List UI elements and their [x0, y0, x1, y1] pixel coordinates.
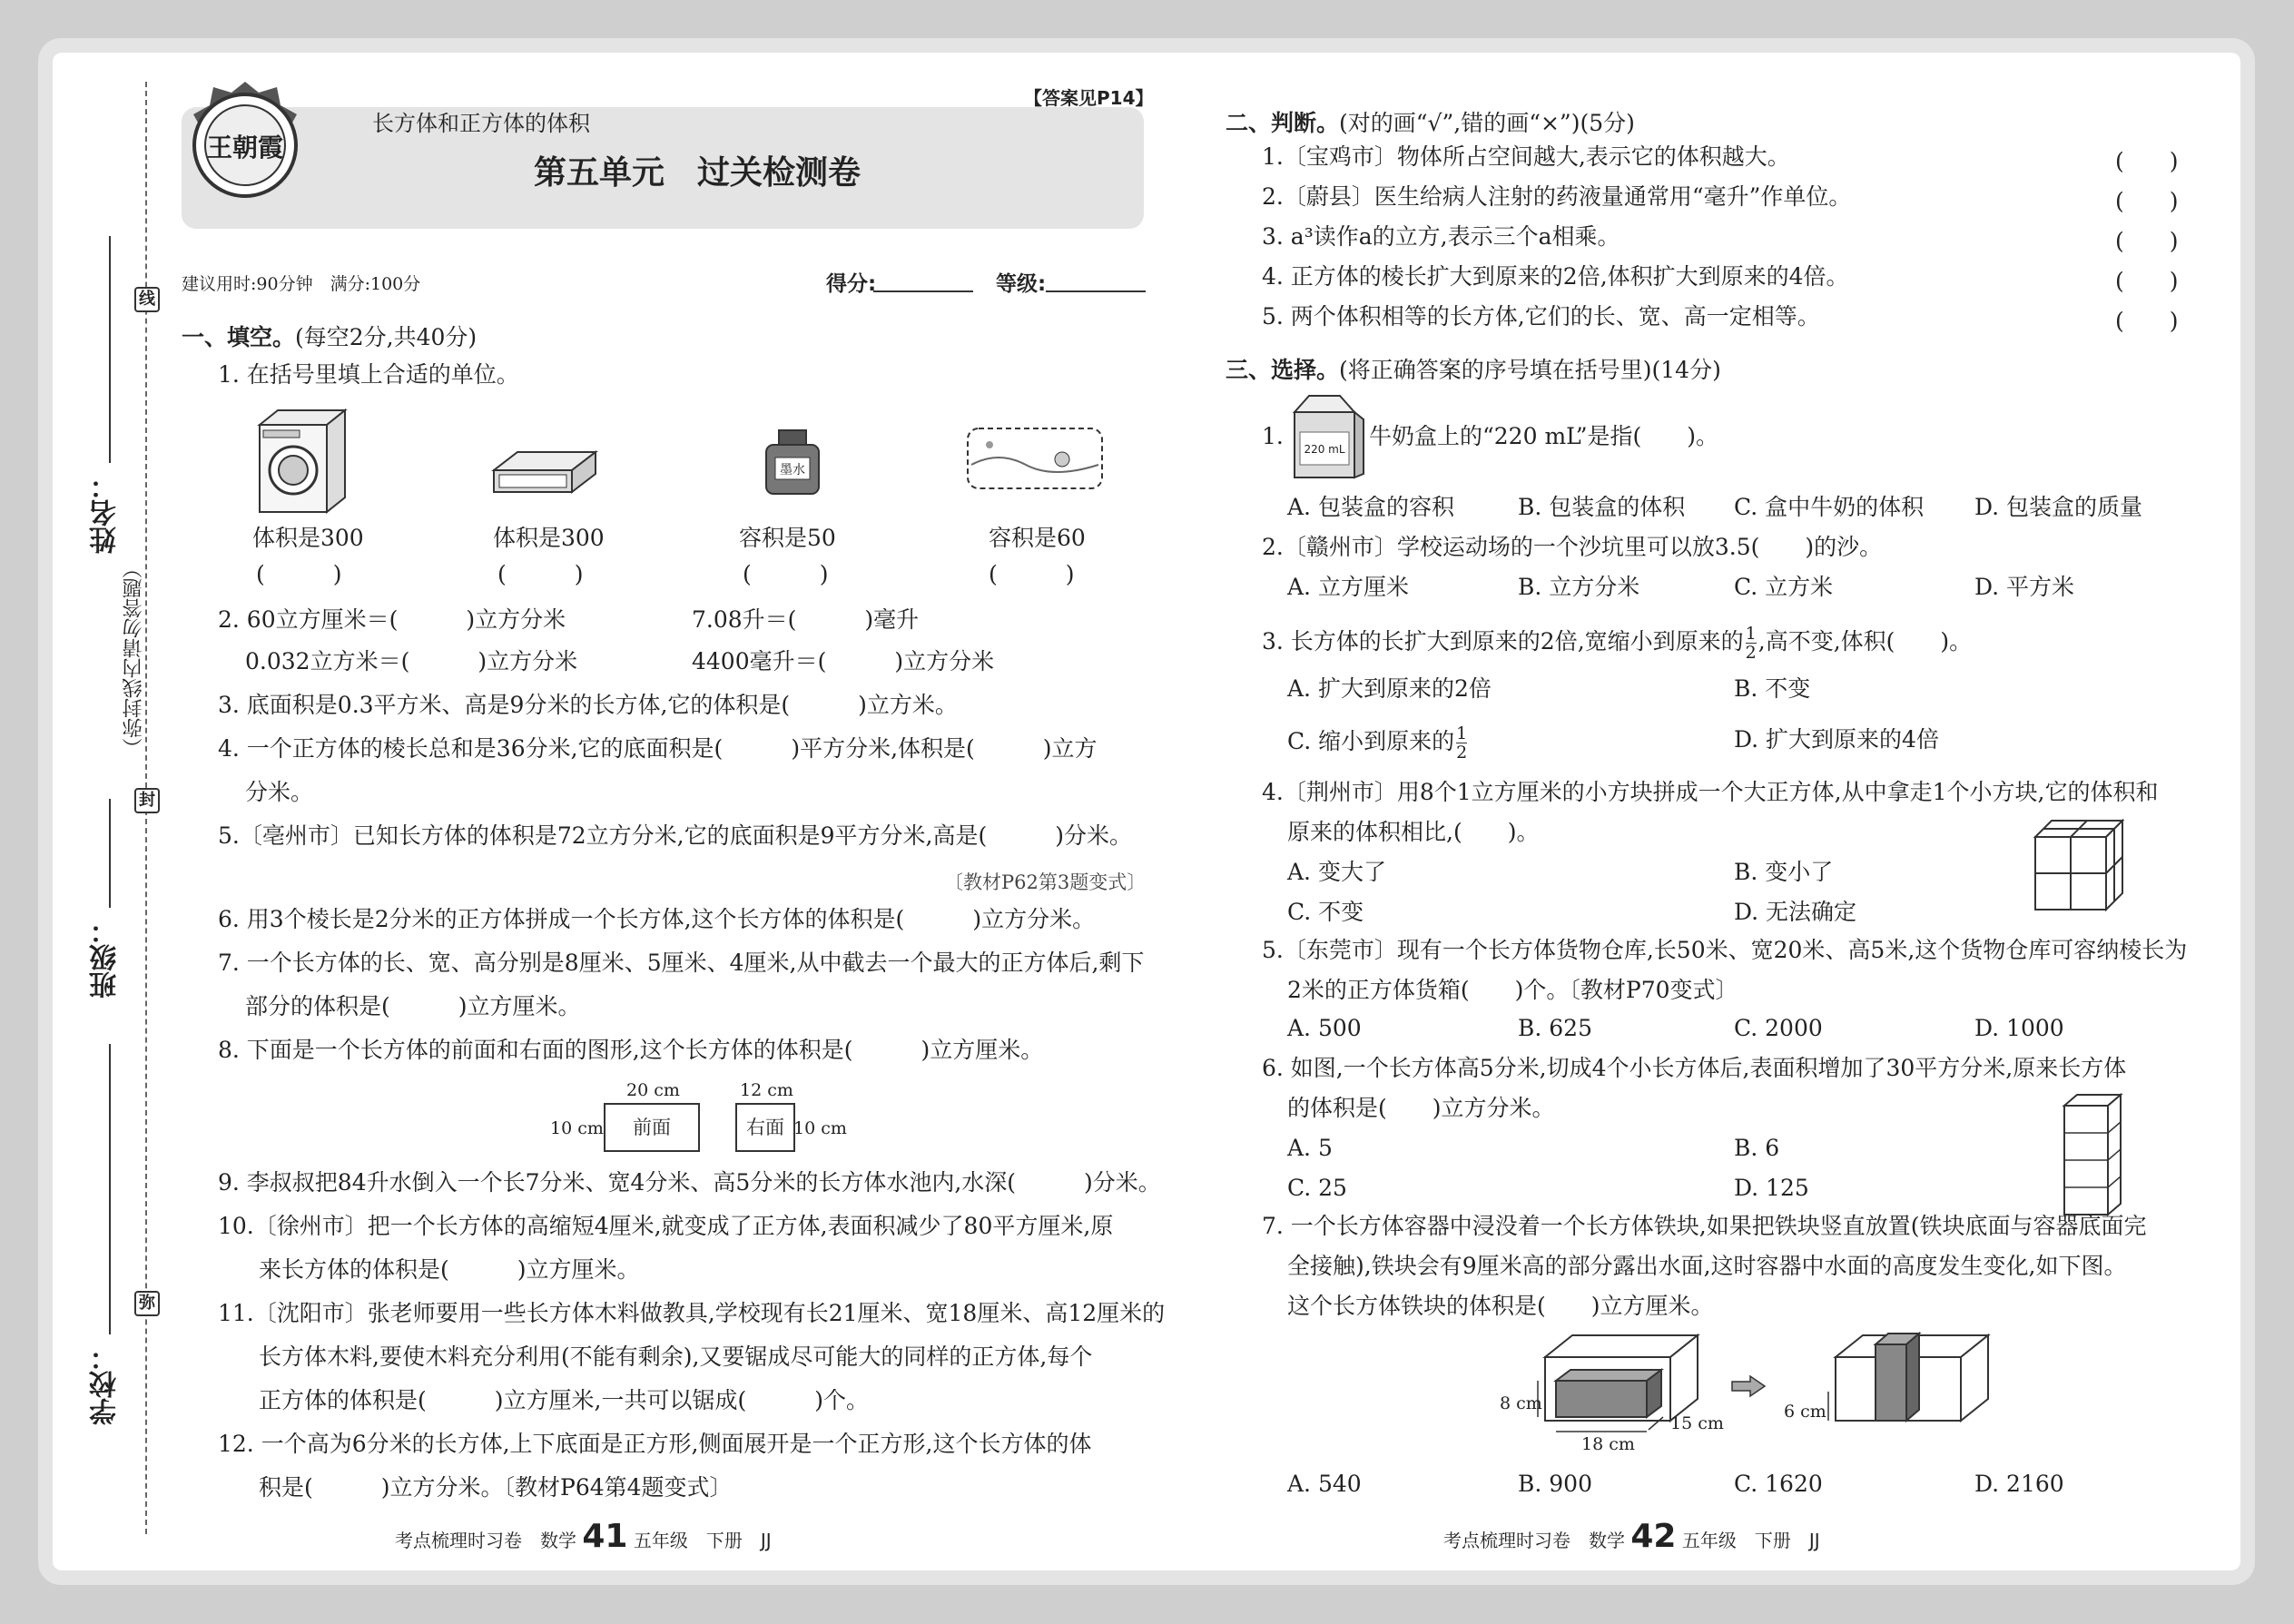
- section-1-heading: 一、填空。: [182, 324, 296, 350]
- arrow-right-icon: [1730, 1374, 1767, 1398]
- s3-q5a: 5.〔东莞市〕现有一个长方体货物仓库,长50米、宽20米、高5米,这个货物仓库可容纳棱长为: [1262, 937, 2188, 963]
- s3-q6-opt-d[interactable]: D. 125: [1734, 1175, 1809, 1201]
- footer-left-grade: 五年级 下册 JJ: [633, 1530, 772, 1551]
- s3-q7c: 这个长方体铁块的体积是( )立方厘米。: [1287, 1293, 1714, 1319]
- s1-q7b: 部分的体积是( )立方厘米。: [245, 993, 581, 1019]
- fraction-half: [1746, 625, 1757, 662]
- s3-q1: 牛奶盒上的“220 mL”是指( )。: [1369, 423, 1719, 449]
- s1-q1-blank-2[interactable]: ( ): [497, 561, 584, 587]
- s1-q12a: 12. 一个高为6分米的长方体,上下底面是正方形,侧面展开是一个正方形,这个长方体的体: [218, 1431, 1092, 1457]
- washing-machine-icon: [251, 407, 350, 516]
- container-upright-figure: [1825, 1330, 1997, 1439]
- seal-mark: 封: [134, 788, 160, 813]
- s3-q4-opt-c[interactable]: C. 不变: [1287, 899, 1364, 925]
- footer-right: [1443, 1518, 1820, 1555]
- s3-q1-opt-b[interactable]: B. 包装盒的体积: [1518, 494, 1686, 520]
- s3-q7-opt-b[interactable]: B. 900: [1518, 1471, 1592, 1497]
- s1-q7a: 7. 一个长方体的长、宽、高分别是8厘米、5厘米、4厘米,从中截去一个最大的正方体后,剩下: [218, 950, 1145, 976]
- s3-q2-opt-a[interactable]: A. 立方厘米: [1287, 574, 1409, 600]
- s2-answer-1[interactable]: ( ): [2115, 148, 2179, 174]
- s3-q4b: 原来的体积相比,( )。: [1287, 819, 1540, 845]
- q8-height-front: 10 cm: [550, 1118, 604, 1138]
- s2-answer-5[interactable]: ( ): [2115, 308, 2179, 334]
- footer-left-series: 考点梳理时习卷 数学: [395, 1530, 576, 1551]
- s1-q1-item-1: 体积是300: [252, 525, 364, 551]
- s3-q6-opt-c[interactable]: C. 25: [1287, 1175, 1347, 1201]
- q8-width-right: 12 cm: [740, 1080, 793, 1100]
- s2-answer-4[interactable]: ( ): [2115, 268, 2179, 294]
- grade-blank[interactable]: [1046, 290, 1146, 292]
- s1-q4a: 4. 一个正方体的棱长总和是36分米,它的底面积是( )平方分米,体积是( )立方: [218, 735, 1098, 762]
- school-label: 学校：: [90, 1343, 122, 1425]
- school-line: [109, 1044, 111, 1334]
- s1-q11a: 11.〔沈阳市〕张老师要用一些长方体木料做教具,学校现有长21厘米、宽18厘米、高12厘米的: [218, 1300, 1166, 1326]
- q7-length-label: 18 cm: [1581, 1434, 1635, 1454]
- s2-answer-2[interactable]: ( ): [2115, 188, 2179, 214]
- fraction-denominator: 2: [1745, 643, 1757, 663]
- unit-subtitle: 长方体和正方体的体积: [372, 111, 590, 136]
- footer-left-page: 41: [582, 1518, 628, 1555]
- s1-q3: 3. 底面积是0.3平方米、高是9分米的长方体,它的体积是( )立方米。: [218, 692, 958, 718]
- footer-left: [395, 1518, 772, 1555]
- section-3-note: (将正确答案的序号填在括号里)(14分): [1339, 357, 1721, 383]
- s1-q2d: 4400毫升＝( )立方分米: [692, 648, 995, 674]
- section-2-title: [1226, 105, 1635, 138]
- s3-q7b: 全接触),铁块会有9厘米高的部分露出水面,这时容器中水面的高度发生变化,如下图。: [1287, 1253, 2127, 1279]
- milk-carton-icon: [1282, 392, 1367, 481]
- s3-q3-opt-a[interactable]: A. 扩大到原来的2倍: [1287, 675, 1492, 702]
- s3-q1-number: 1.: [1262, 423, 1284, 449]
- section-3-heading: 三、选择。: [1226, 357, 1340, 383]
- s1-q1-blank-4[interactable]: ( ): [989, 561, 1075, 587]
- q7-water-height-label: 6 cm: [1784, 1402, 1826, 1422]
- milk-carton-label: 220 mL: [1304, 443, 1345, 456]
- footer-right-grade: 五年级 下册 JJ: [1681, 1530, 1820, 1551]
- s3-q3-opt-c: [1287, 724, 1467, 762]
- cube-stack-figure: [2032, 817, 2128, 913]
- footer-right-series: 考点梳理时习卷 数学: [1443, 1530, 1625, 1551]
- footer-right-page: 42: [1630, 1518, 1677, 1555]
- fish-tank-icon: [962, 423, 1108, 496]
- s3-q3: [1262, 625, 1972, 662]
- q7-width-label: 15 cm: [1670, 1413, 1724, 1433]
- fraction-denominator: 2: [1456, 743, 1468, 763]
- mi-mark: 弥: [134, 1291, 160, 1316]
- page-title: 第五单元 过关检测卷: [534, 154, 861, 192]
- s3-q3-opt-d[interactable]: D. 扩大到原来的4倍: [1734, 726, 1939, 753]
- s1-q1: 1. 在括号里填上合适的单位。: [218, 361, 519, 388]
- section-1-note: (每空2分,共40分): [295, 324, 478, 350]
- s3-q3-opt-b[interactable]: B. 不变: [1734, 675, 1811, 702]
- s3-q3-text-b: ,高不变,体积( )。: [1757, 628, 1973, 655]
- s3-q1-opt-c[interactable]: C. 盒中牛奶的体积: [1734, 494, 1925, 520]
- score-label: 得分:: [826, 272, 877, 296]
- s2-answer-3[interactable]: ( ): [2115, 228, 2179, 254]
- s3-q2-opt-c[interactable]: C. 立方米: [1734, 574, 1834, 600]
- s1-q10b: 来长方体的体积是( )立方厘米。: [259, 1256, 640, 1283]
- class-label: 班级：: [90, 917, 122, 999]
- s1-q5-ref: 〔教材P62第3题变式〕: [944, 871, 1147, 893]
- s1-q5: 5.〔亳州市〕已知长方体的体积是72立方分米,它的底面积是9平方分米,高是( )分米。: [218, 822, 1132, 849]
- s3-q5-opt-c[interactable]: C. 2000: [1734, 1015, 1823, 1041]
- s1-q1-blank-1[interactable]: ( ): [256, 561, 342, 587]
- ink-bottle-label: 墨水: [780, 463, 805, 477]
- s2-item-1: 1.〔宝鸡市〕物体所占空间越大,表示它的体积越大。: [1262, 143, 1790, 170]
- section-1-title: [182, 320, 477, 352]
- q8-width-front: 20 cm: [626, 1080, 680, 1100]
- s1-q4b: 分米。: [245, 779, 314, 805]
- s3-q4-opt-b[interactable]: B. 变小了: [1734, 859, 1834, 885]
- s1-q6: 6. 用3个棱长是2分米的正方体拼成一个长方体,这个长方体的体积是( )立方分米。: [218, 906, 1096, 932]
- s2-item-2: 2.〔蔚县〕医生给病人注射的药液量通常用“毫升”作单位。: [1262, 183, 1852, 210]
- s3-q3-text-a: 3. 长方体的长扩大到原来的2倍,宽缩小到原来的: [1262, 628, 1744, 655]
- time-info: 建议用时:90分钟 满分:100分: [182, 274, 421, 294]
- section-2-heading: 二、判断。: [1226, 110, 1340, 136]
- s1-q11b: 长方体木料,要使木料充分利用(不能有剩余),又要锯成尽可能大的同样的正方体,每个: [259, 1343, 1093, 1370]
- s3-q6a: 6. 如图,一个长方体高5分米,切成4个小长方体后,表面积增加了30平方分米,原来长方体: [1262, 1055, 2127, 1081]
- answer-ref: 【答案见P14】: [1024, 87, 1154, 109]
- s1-q12b: 积是( )立方分米。〔教材P64第4题变式〕: [259, 1474, 733, 1501]
- s3-q7-opt-d[interactable]: D. 2160: [1974, 1471, 2064, 1497]
- s3-q2-opt-b[interactable]: B. 立方分米: [1518, 574, 1640, 600]
- q7-height-label: 8 cm: [1500, 1393, 1542, 1413]
- s3-q6-opt-a[interactable]: A. 5: [1287, 1135, 1333, 1161]
- logo-text: 王朝霞: [206, 133, 284, 162]
- s1-q2a: 2. 60立方厘米＝( )立方分米: [218, 606, 566, 633]
- s3-q5b: 2米的正方体货箱( )个。〔教材P70变式〕: [1287, 977, 1738, 1003]
- s2-item-5: 5. 两个体积相等的长方体,它们的长、宽、高一定相等。: [1262, 303, 1820, 330]
- s3-q2: 2.〔赣州市〕学校运动场的一个沙坑里可以放3.5( )的沙。: [1262, 534, 1883, 560]
- s3-q6b: 的体积是( )立方分米。: [1287, 1095, 1555, 1121]
- s1-q8: 8. 下面是一个长方体的前面和右面的图形,这个长方体的体积是( )立方厘米。: [218, 1037, 1044, 1063]
- s1-q2c: 0.032立方米＝( )立方分米: [245, 648, 578, 674]
- s3-q5-opt-d[interactable]: D. 1000: [1974, 1015, 2064, 1041]
- publisher-logo: [186, 80, 304, 216]
- class-line: [109, 799, 111, 908]
- section-3-title: [1226, 352, 1721, 385]
- tall-cuboid-figure: [2061, 1091, 2124, 1218]
- s3-q5-opt-b[interactable]: B. 625: [1518, 1015, 1592, 1041]
- s3-q1-opt-d[interactable]: D. 包装盒的质量: [1974, 494, 2143, 520]
- fraction-half-option: [1456, 724, 1467, 762]
- s1-q9: 9. 李叔叔把84升水倒入一个长7分米、宽4分米、高5分米的长方体水池内,水深( )分米。: [218, 1169, 1161, 1196]
- s3-q1-opt-a[interactable]: A. 包装盒的容积: [1287, 494, 1454, 520]
- section-2-note: (对的画“√”,错的画“×”)(5分): [1339, 110, 1635, 136]
- name-label: 姓名：: [90, 472, 122, 554]
- s3-q4-opt-a[interactable]: A. 变大了: [1287, 859, 1386, 885]
- grade-label: 等级:: [996, 272, 1047, 296]
- s3-q7a: 7. 一个长方体容器中浸没着一个长方体铁块,如果把铁块竖直放置(铁块底面与容器底面完: [1262, 1213, 2147, 1239]
- s3-q3-opt-c-text[interactable]: C. 缩小到原来的: [1287, 728, 1455, 754]
- fraction-numerator: 1: [1456, 723, 1468, 743]
- s1-q10a: 10.〔徐州市〕把一个长方体的高缩短4厘米,就变成了正方体,表面积减少了80平方厘米,原: [218, 1213, 1114, 1239]
- q8-right-face: 右面: [735, 1103, 795, 1152]
- q8-height-right: 10 cm: [793, 1118, 847, 1138]
- s2-item-4: 4. 正方体的棱长扩大到原来的2倍,体积扩大到原来的4倍。: [1262, 263, 1849, 290]
- s1-q1-item-2: 体积是300: [493, 525, 605, 551]
- line-mark: 线: [134, 287, 160, 312]
- s3-q6-opt-b[interactable]: B. 6: [1734, 1135, 1780, 1161]
- s1-q2b: 7.08升＝( )毫升: [692, 606, 920, 633]
- ink-bottle-icon: [761, 427, 824, 499]
- s3-q7-opt-a[interactable]: A. 540: [1287, 1471, 1362, 1497]
- s3-q4a: 4.〔荆州市〕用8个1立方厘米的小方块拼成一个大正方体,从中拿走1个小方块,它的体积和: [1262, 779, 2159, 805]
- score-blank[interactable]: [873, 290, 973, 292]
- s1-q11c: 正方体的体积是( )立方厘米,一共可以锯成( )个。: [259, 1387, 869, 1413]
- s3-q4-opt-d[interactable]: D. 无法确定: [1734, 899, 1857, 925]
- q8-front-face: 前面: [604, 1103, 700, 1152]
- fraction-numerator: 1: [1745, 624, 1757, 644]
- s3-q7-opt-c[interactable]: C. 1620: [1734, 1471, 1823, 1497]
- s2-item-3: 3. a³读作a的立方,表示三个a相乘。: [1262, 223, 1620, 250]
- s1-q1-blank-3[interactable]: ( ): [743, 561, 829, 587]
- s3-q2-opt-d[interactable]: D. 平方米: [1974, 574, 2075, 600]
- s1-q1-item-3: 容积是50: [739, 525, 836, 551]
- seal-note: （弥封线内请勿答题）: [123, 558, 145, 758]
- pencil-case-icon: [490, 445, 599, 499]
- name-line: [109, 236, 111, 463]
- s3-q5-opt-a[interactable]: A. 500: [1287, 1015, 1362, 1041]
- s1-q1-item-4: 容积是60: [989, 525, 1086, 551]
